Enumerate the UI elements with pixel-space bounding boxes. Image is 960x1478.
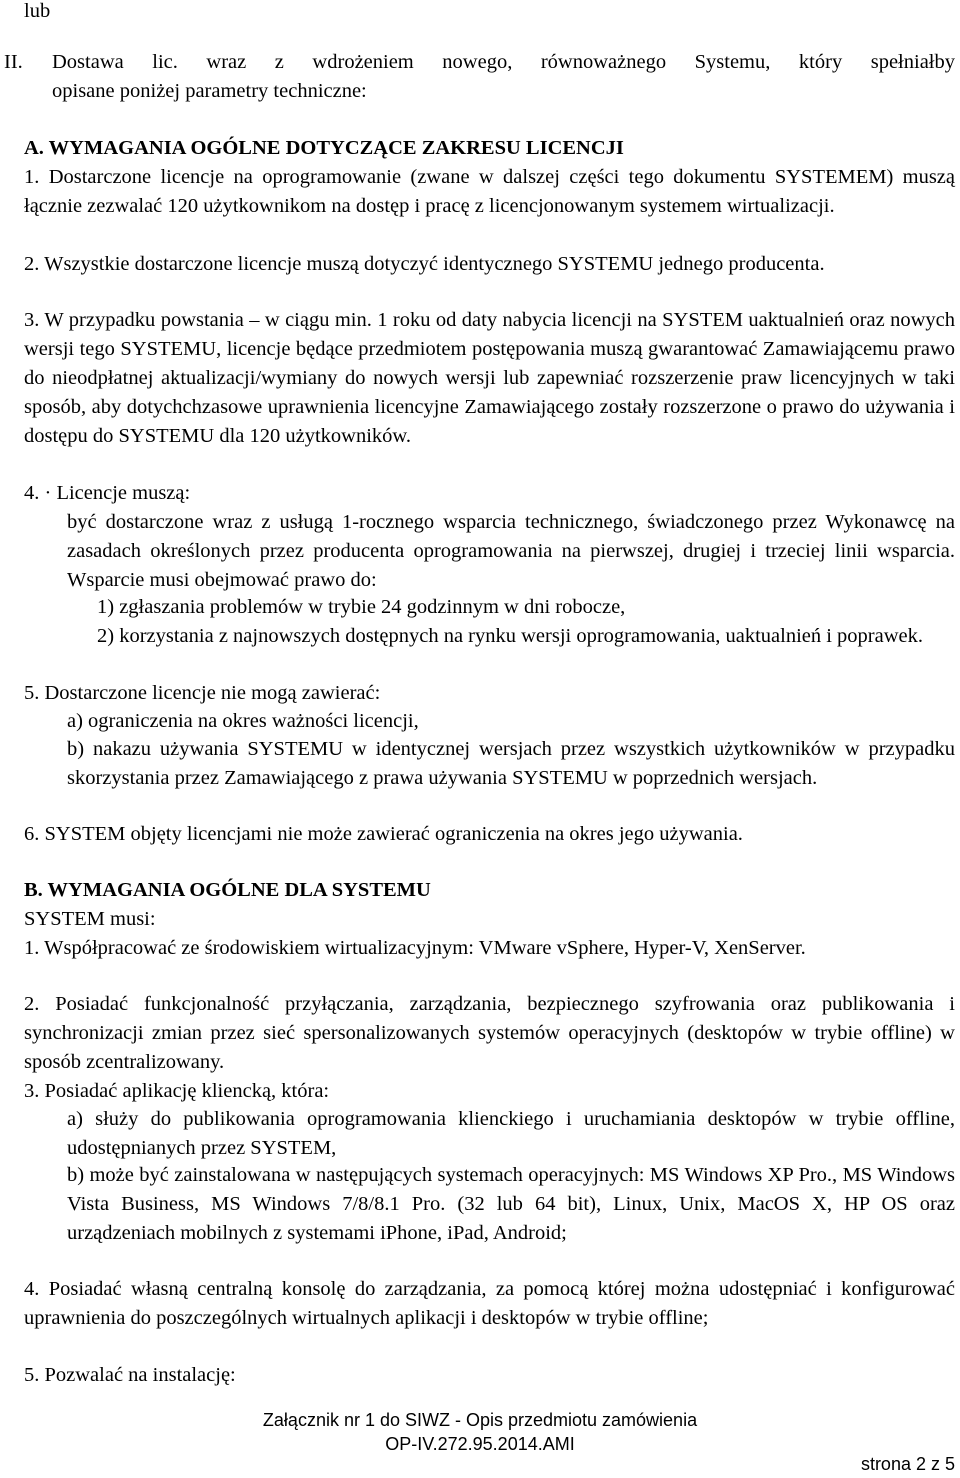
section-b-item-2: 2. Posiadać funkcjonalność przyłączania, zarządzania, bezpiecznego szyfrowania oraz publikowania i synchronizacji zmian przez sieć spersonalizowanych systemów operacyjnych (desktopów w trybie offline) w sposób zcentralizowany.: [24, 993, 955, 1073]
section-b-item-1: 1. Współpracować ze środowiskiem wirtualizacyjnym: VMware vSphere, Hyper-V, XenServer.: [24, 937, 806, 959]
page-number: strona 2 z 5: [860, 1454, 955, 1474]
section-a-item-2: 2. Wszystkie dostarczone licencje muszą dotyczyć identycznego SYSTEMU jednego producenta.: [24, 253, 825, 275]
section-ii-number: II.: [4, 51, 23, 73]
section-b-item-5: 5. Pozwalać na instalację:: [24, 1364, 236, 1386]
section-b-heading: B. WYMAGANIA OGÓLNE DLA SYSTEMU: [24, 879, 431, 901]
section-ii-line2: opisane poniżej parametry techniczne:: [52, 80, 367, 102]
section-a-item-3: 3. W przypadku powstania – w ciągu min. 1 roku od daty nabycia licencji na SYSTEM uaktualnień oraz nowych wersji tego SYSTEMU, licencje będące przedmiotem postępowania muszą gwarantować Zamawiającemu prawo do nieodpłatnej aktualizacji/wymiany do nowych wersji lub zapewniać rozszerzenie praw licencyjnych w taki sposób, aby dotychchzasowe uprawnienia licencyjne Zamawiającego zostały rozszerzone o prawo do używania i dostępu do SYSTEMU dla 120 użytkowników.: [24, 309, 955, 447]
section-a-item-5-label: 5. Dostarczone licencje nie mogą zawierać:: [24, 682, 381, 704]
section-a-item-1: 1. Dostarczone licencje na oprogramowanie (zwane w dalszej części tego dokumentu SYSTEMEM) muszą łącznie zezwalać 120 użytkownikom na dostęp i pracę z licencjonowanym systemem wirtualizacji.: [24, 166, 955, 217]
section-a-heading: A. WYMAGANIA OGÓLNE DOTYCZĄCE ZAKRESU LICENCJI: [24, 137, 624, 159]
section-b-item-4: 4. Posiadać własną centralną konsolę do zarządzania, za pomocą której można udostępniać i konfigurować uprawnienia do poszczególnych wirtualnych aplikacji i desktopów w trybie offline;: [24, 1278, 955, 1329]
section-a-item-4-text: być dostarczone wraz z usługą 1-rocznego wsparcia technicznego, świadczonego przez Wykonawcę na zasadach określonych przez producenta oprogramowania na pierwszej, drugiej i trzeciej linii wsparcia. Wsparcie musi obejmować prawo do:: [67, 511, 955, 591]
section-b-intro: SYSTEM musi:: [24, 908, 156, 930]
footer-attachment-title: Załącznik nr 1 do SIWZ - Opis przedmiotu zamówienia: [262, 1410, 698, 1430]
section-b-item-3-b: b) może być zainstalowana w następujących systemach operacyjnych: MS Windows XP Pro., MS Windows Vista Business, MS Windows 7/8/8.1 Pro. (32 lub 64 bit), Linux, Unix, MacOS X, HP OS oraz urządzeniach mobilnych z systemami iPhone, iPad, Android;: [67, 1164, 955, 1244]
section-a-item-5-b: b) nakazu używania SYSTEMU w identycznej wersjach przez wszystkich użytkowników w przypadku skorzystania przez Zamawiającego z prawa używania SYSTEMU w poprzednich wersjach.: [67, 738, 955, 789]
section-a-item-5-a: a) ograniczenia na okres ważności licencji,: [67, 710, 419, 732]
section-a-item-6: 6. SYSTEM objęty licencjami nie może zawierać ograniczenia na okres jego używania.: [24, 823, 743, 845]
section-ii-line1: Dostawa lic. wraz z wdrożeniem nowego, równoważnego Systemu, który spełniałby: [52, 51, 955, 73]
section-a-item-4-sub-1: 1) zgłaszania problemów w trybie 24 godzinnym w dni robocze,: [97, 596, 626, 618]
section-a-item-4-label: 4. · Licencje muszą:: [24, 482, 191, 504]
top-fragment: lub: [24, 0, 51, 22]
footer-reference-number: OP-IV.272.95.2014.AMI: [385, 1434, 575, 1454]
section-b-item-3-a: a) służy do publikowania oprogramowania klienckiego i uruchamiania desktopów w trybie offline, udostępnianych przez SYSTEM,: [67, 1108, 955, 1159]
section-a-item-4-sub-2: 2) korzystania z najnowszych dostępnych na rynku wersji oprogramowania, uaktualnień i poprawek.: [97, 625, 924, 647]
section-b-item-3-label: 3. Posiadać aplikację kliencką, która:: [24, 1080, 330, 1102]
